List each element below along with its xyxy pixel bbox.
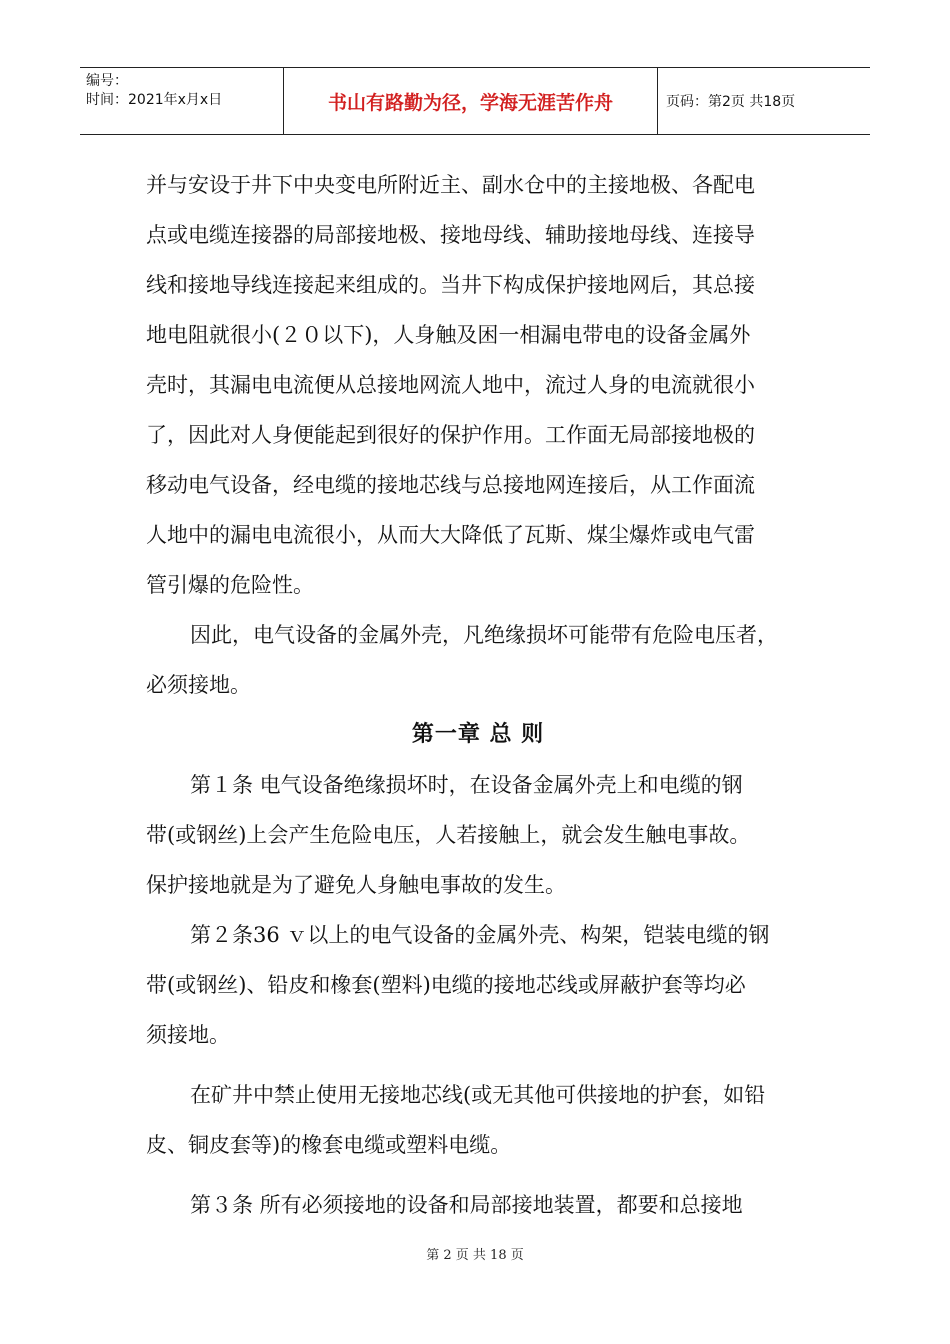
page-info: 页码：第2页 共18页	[666, 94, 796, 110]
text-line: 移动电气设备，经电缆的接地芯线与总接地网连接后，从工作面流	[146, 473, 755, 497]
text-line: 保护接地就是为了避免人身触电事故的发生。	[146, 873, 566, 897]
text-line: 壳时，其漏电电流便从总接地网流人地中，流过人身的电流就很小	[146, 373, 755, 397]
text-line: 点或电缆连接器的局部接地极、接地母线、辅助接地母线、连接导	[146, 223, 755, 247]
text-line: 第３条 所有必须接地的设备和局部接地装置，都要和总接地	[190, 1193, 743, 1217]
text-line: 并与安设于井下中央变电所附近主、副水仓中的主接地极、各配电	[146, 173, 755, 197]
text-line: 因此，电气设备的金属外壳，凡绝缘损坏可能带有危险电压者，	[190, 623, 778, 647]
text-line: 须接地。	[146, 1023, 230, 1047]
page-footer: 第 2 页 共 18 页	[426, 1248, 524, 1263]
text-line: 人地中的漏电电流很小，从而大大降低了瓦斯、煤尘爆炸或电气雷	[146, 523, 755, 547]
text-line: 皮、铜皮套等)的橡套电缆或塑料电缆。	[146, 1133, 512, 1157]
header-meta	[80, 68, 284, 134]
text-line: 地电阻就很小(２０以下)，人身触及困一相漏电带电的设备金属外	[146, 323, 751, 347]
motto: 书山有路勤为径，学海无涯苦作舟	[284, 68, 658, 134]
text-line: 管引爆的危险性。	[146, 573, 314, 597]
paragraph-gap	[146, 1060, 810, 1070]
text-line: 了，因此对人身便能起到很好的保护作用。工作面无局部接地极的	[146, 423, 755, 447]
text-line: 第１条 电气设备绝缘损坏时，在设备金属外壳上和电缆的钢	[190, 773, 743, 797]
paragraph-gap	[146, 1170, 810, 1180]
text-line: 带(或钢丝)上会产生危险电压，人若接触上，就会发生触电事故。	[146, 823, 751, 847]
text-line: 带(或钢丝)、铅皮和橡套(塑料)电缆的接地芯线或屏蔽护套等均必	[146, 973, 746, 997]
text-line: 在矿井中禁止使用无接地芯线(或无其他可供接地的护套，如铅	[190, 1083, 766, 1107]
document-body	[146, 160, 810, 1230]
date-label: 时间：2021年x月x日	[86, 92, 223, 108]
chapter-title: 第一章 总 则	[411, 722, 545, 747]
code-label: 编号：	[86, 73, 128, 89]
text-line: 第２条36 ｖ以上的电气设备的金属外壳、构架，铠装电缆的钢	[190, 923, 770, 947]
text-line: 线和接地导线连接起来组成的。当井下构成保护接地网后，其总接	[146, 273, 755, 297]
page-header	[80, 67, 870, 135]
text-line: 必须接地。	[146, 673, 251, 697]
